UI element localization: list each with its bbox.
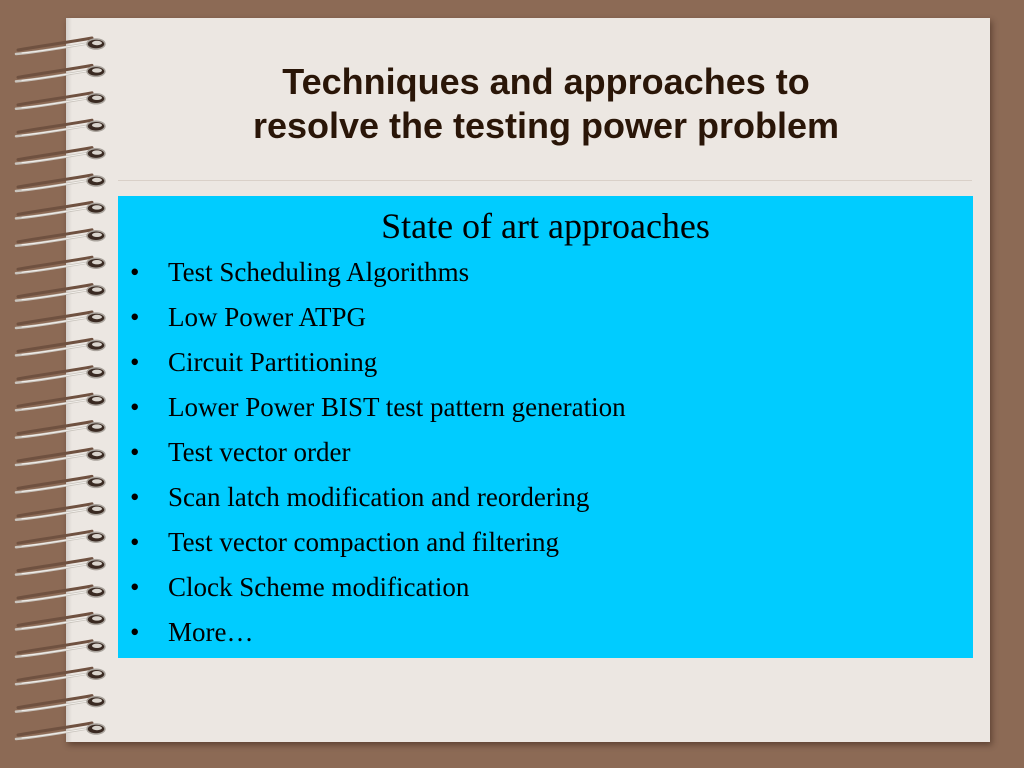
slide-title-line1: Techniques and approaches to <box>282 61 810 102</box>
spiral-coil <box>16 312 105 328</box>
bullet-icon: • <box>130 347 140 377</box>
spiral-coil <box>16 38 105 54</box>
list-item <box>118 610 973 655</box>
bullet-icon: • <box>130 617 140 647</box>
spiral-coil <box>16 586 105 602</box>
bullet-icon: • <box>130 437 140 467</box>
box-heading: State of art approaches <box>381 206 710 246</box>
spiral-coil <box>16 257 105 273</box>
approaches-box <box>118 196 973 658</box>
list-item <box>118 565 973 610</box>
list-item <box>118 295 973 340</box>
spiral-coil <box>16 422 105 438</box>
spiral-coil <box>16 504 105 520</box>
spiral-coil <box>16 93 105 109</box>
list-item-text: Scan latch modification and reordering <box>168 482 590 512</box>
spiral-coil <box>16 668 105 684</box>
list-item-text: Test vector order <box>168 437 351 467</box>
list-item-text: More… <box>168 617 254 647</box>
spiral-coil <box>16 367 105 383</box>
list-item <box>118 385 973 430</box>
slide-title-line2: resolve the testing power problem <box>252 105 840 146</box>
spiral-coil <box>16 394 105 410</box>
bullet-icon: • <box>130 257 140 287</box>
list-item-text: Lower Power BIST test pattern generation <box>168 392 626 422</box>
title-divider <box>118 180 972 181</box>
bullet-icon: • <box>130 392 140 422</box>
spiral-coil <box>16 449 105 465</box>
spiral-coil <box>16 285 105 301</box>
list-item <box>118 430 973 475</box>
list-item <box>118 520 973 565</box>
list-item <box>118 475 973 520</box>
spiral-coil <box>16 641 105 657</box>
spiral-coil <box>16 696 105 712</box>
list-item <box>118 340 973 385</box>
list-item-text: Circuit Partitioning <box>168 347 378 377</box>
bullet-icon: • <box>130 482 140 512</box>
spiral-coil <box>16 723 105 739</box>
spiral-coil <box>16 613 105 629</box>
approaches-list <box>118 250 973 655</box>
list-item-text: Test Scheduling Algorithms <box>168 257 470 287</box>
list-item <box>118 250 973 295</box>
bullet-icon: • <box>130 527 140 557</box>
spiral-coil <box>16 120 105 136</box>
spiral-coil <box>16 339 105 355</box>
spiral-coil <box>16 559 105 575</box>
spiral-coil <box>16 148 105 164</box>
spiral-coil <box>16 476 105 492</box>
spiral-coil <box>16 202 105 218</box>
bullet-icon: • <box>130 572 140 602</box>
slide-title <box>120 60 972 148</box>
bullet-icon: • <box>130 302 140 332</box>
list-item-text: Test vector compaction and filtering <box>168 527 559 557</box>
spiral-coil <box>16 531 105 547</box>
list-item-text: Low Power ATPG <box>168 302 367 332</box>
list-item-text: Clock Scheme modification <box>168 572 470 602</box>
spiral-coil <box>16 230 105 246</box>
spiral-coil <box>16 65 105 81</box>
spiral-coil <box>16 175 105 191</box>
